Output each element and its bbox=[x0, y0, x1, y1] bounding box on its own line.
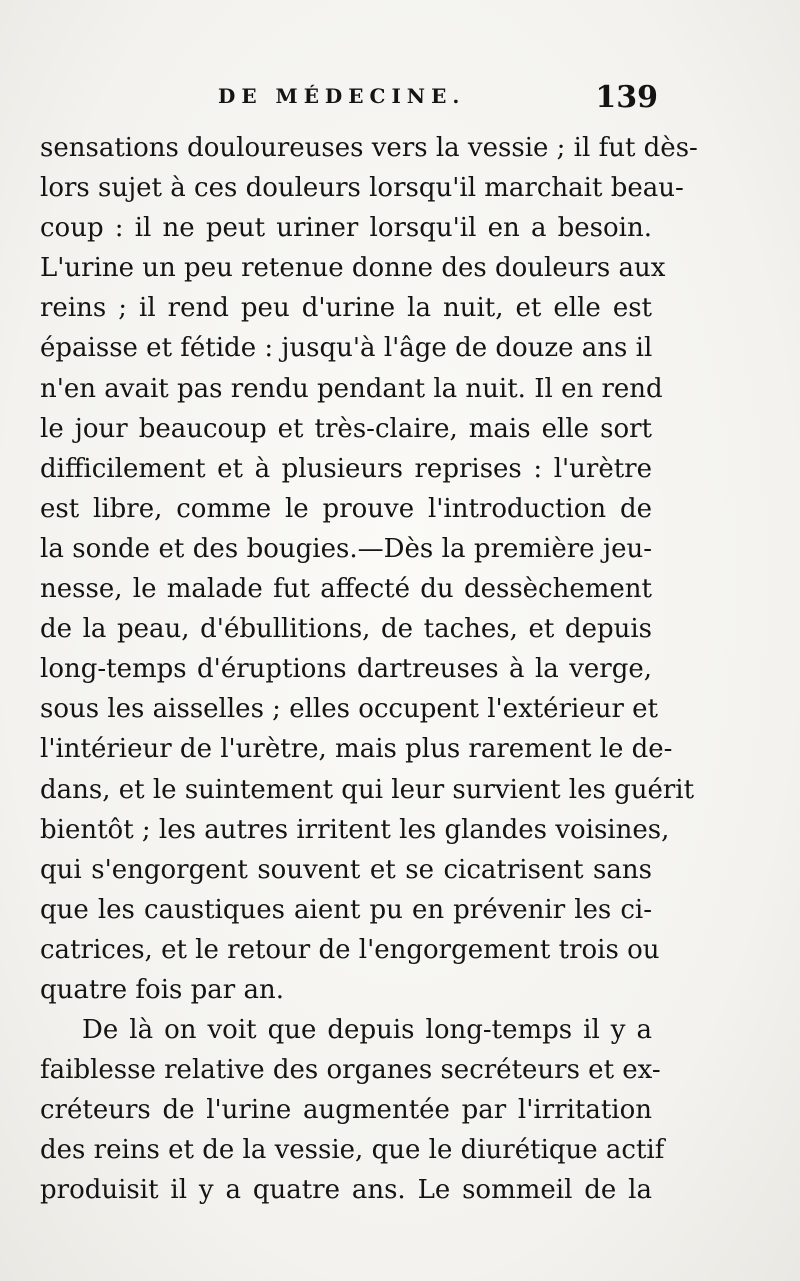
text-line: bientôt ; les autres irritent les glandes voisines, bbox=[40, 814, 670, 845]
page-number: 139 bbox=[595, 80, 658, 115]
text-line: L'urine un peu retenue donne des douleurs aux bbox=[40, 253, 666, 284]
text-line: faiblesse relative des organes secréteurs et ex- bbox=[40, 1055, 661, 1086]
text-line: sous les aisselles ; elles occupent l'extérieur et bbox=[40, 694, 658, 725]
text-line: catrices, et le retour de l'engorgement trois ou bbox=[40, 934, 660, 965]
text-line: dans, et le suintement qui leur survient les guérit bbox=[40, 774, 695, 805]
text-line: de la peau, d'ébullitions, de taches, et depuis bbox=[40, 614, 652, 645]
paragraph-1 bbox=[40, 128, 698, 1010]
text-line: épaisse et fétide : jusqu'à l'âge de douze ans il bbox=[40, 333, 653, 364]
text-line: difficilement et à plusieurs reprises : l'urètre bbox=[40, 453, 652, 484]
text-line: n'en avait pas rendu pendant la nuit. Il en rend bbox=[40, 373, 663, 404]
text-line: lors sujet à ces douleurs lorsqu'il marchait beau- bbox=[40, 173, 684, 204]
page-header bbox=[218, 80, 658, 120]
text-line: long-temps d'éruptions dartreuses à la verge, bbox=[40, 654, 652, 685]
text-line: nesse, le malade fut affecté du dessèchement bbox=[40, 574, 652, 605]
text-line: l'intérieur de l'urètre, mais plus rarement le de- bbox=[40, 734, 673, 765]
text-line: le jour beaucoup et très-claire, mais elle sort bbox=[40, 413, 652, 444]
text-line: coup : il ne peut uriner lorsqu'il en a besoin. bbox=[40, 213, 652, 244]
text-line: des reins et de la vessie, que le diurétique actif bbox=[40, 1135, 665, 1166]
text-line: quatre fois par an. bbox=[40, 974, 284, 1005]
text-line: est libre, comme le prouve l'introduction de bbox=[40, 493, 652, 524]
text-line: créteurs de l'urine augmentée par l'irritation bbox=[40, 1095, 652, 1126]
paragraph-2 bbox=[40, 1010, 665, 1210]
text-line: De là on voit que depuis long-temps il y a bbox=[82, 1015, 652, 1046]
text-line: qui s'engorgent souvent et se cicatrisent sans bbox=[40, 854, 652, 885]
text-line: que les caustiques aient pu en prévenir les ci- bbox=[40, 894, 652, 925]
running-head: DE MÉDECINE. bbox=[218, 84, 466, 108]
text-line: sensations douloureuses vers la vessie ; il fut dès- bbox=[40, 133, 698, 163]
text-line: reins ; il rend peu d'urine la nuit, et elle est bbox=[40, 293, 652, 324]
text-line: la sonde et des bougies.—Dès la première jeu- bbox=[40, 533, 652, 564]
body-text bbox=[40, 128, 698, 1211]
text-line: produisit il y a quatre ans. Le sommeil de la bbox=[40, 1175, 652, 1206]
